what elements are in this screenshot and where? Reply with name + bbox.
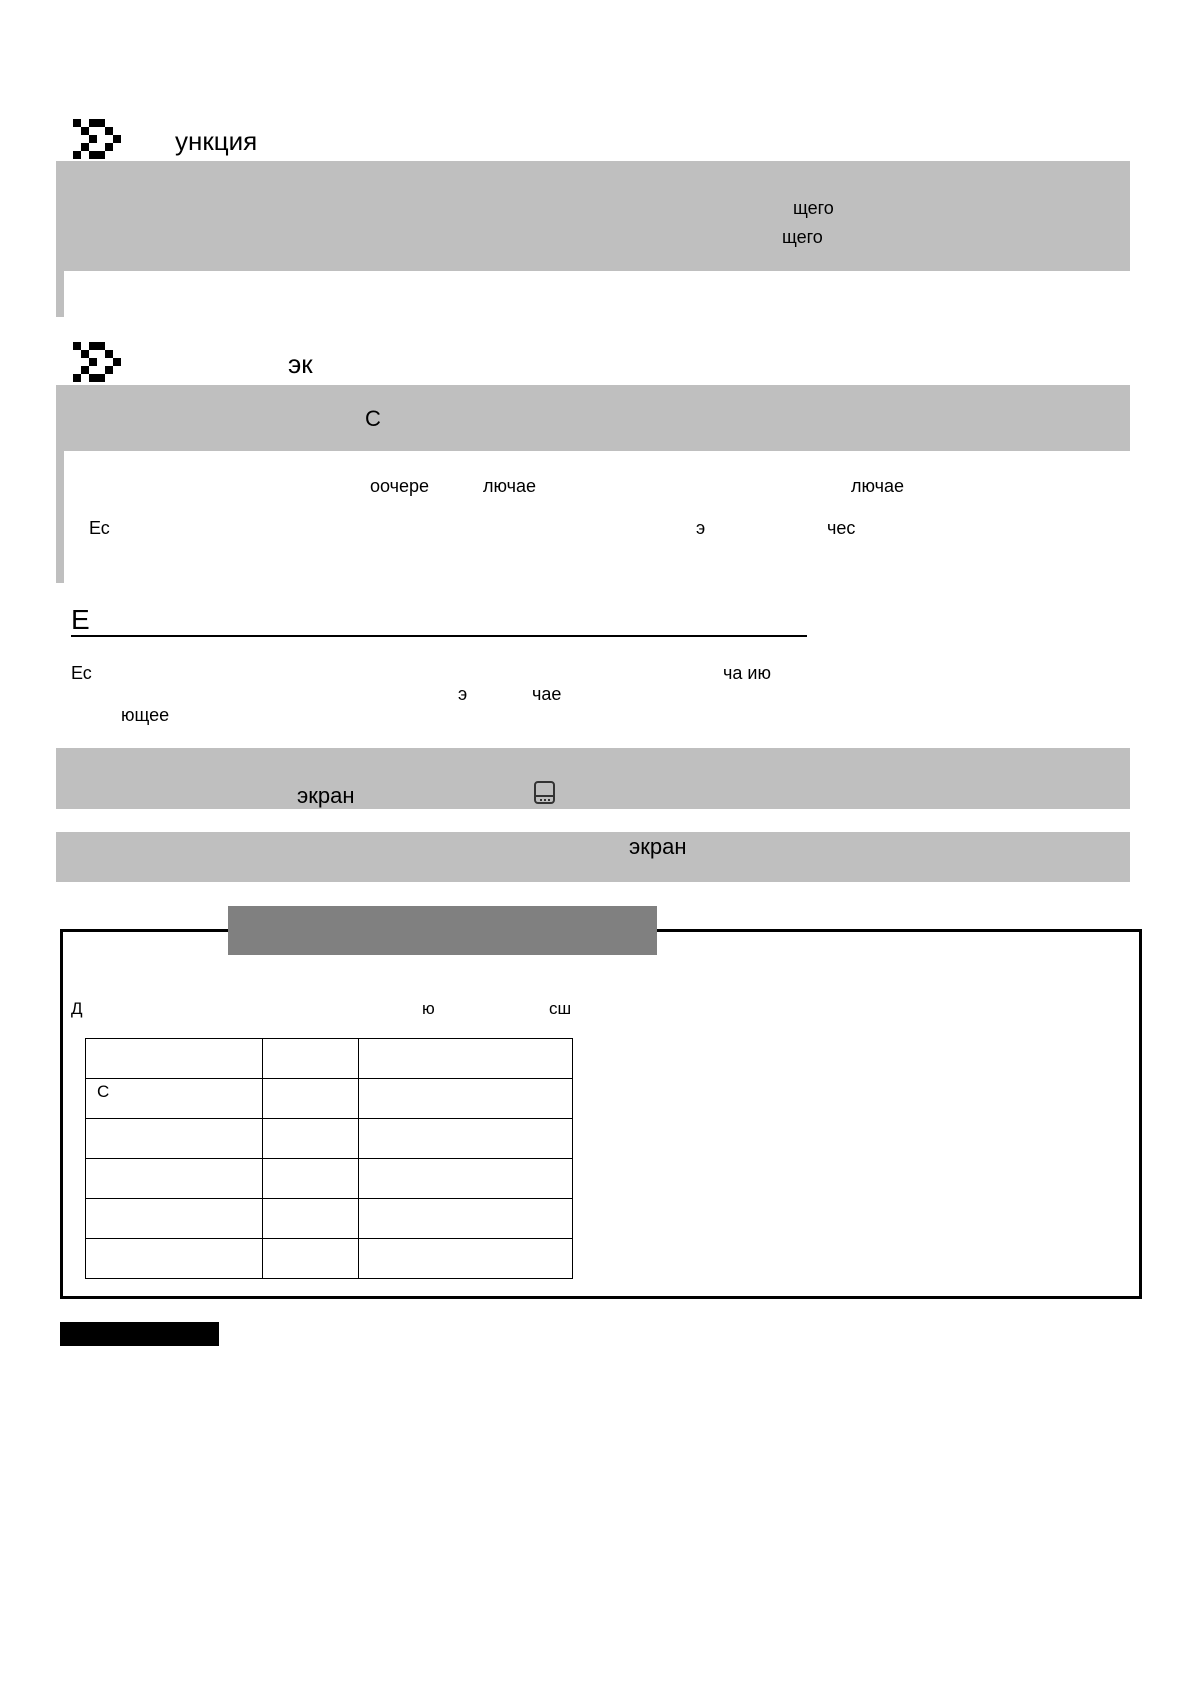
keyboard-icon (534, 781, 555, 804)
table-cell (86, 1199, 263, 1239)
table-cell (86, 1039, 263, 1079)
side-rule (56, 271, 64, 317)
table-cell (86, 1159, 263, 1199)
body-text: чес (827, 518, 856, 538)
info-band (56, 385, 1130, 451)
band-text: экран (629, 834, 687, 859)
heading-underline (71, 635, 807, 637)
table-row (86, 1159, 573, 1199)
note-text: сш (549, 999, 572, 1018)
side-rule (56, 451, 64, 583)
table-row (86, 1199, 573, 1239)
table-row (86, 1079, 573, 1119)
body-text: лючае (483, 476, 537, 496)
note-tab (228, 906, 657, 955)
double-chevron-icon (73, 342, 127, 386)
table-cell (263, 1119, 359, 1159)
body-text: э (458, 684, 468, 704)
body-text: э (696, 518, 706, 538)
body-text: чае (532, 684, 562, 704)
table-cell (86, 1119, 263, 1159)
body-text: ча ию (723, 663, 771, 683)
band-text: экран (297, 783, 355, 808)
table-row (86, 1119, 573, 1159)
table-cell (263, 1039, 359, 1079)
table-cell (359, 1119, 573, 1159)
subsection-heading: Е (71, 604, 90, 635)
note-text: ю (422, 999, 435, 1018)
table-cell (359, 1039, 573, 1079)
footer-bar (60, 1322, 219, 1346)
table-cell (263, 1079, 359, 1119)
info-band (56, 161, 1130, 271)
table-row (86, 1239, 573, 1279)
table-cell (86, 1239, 263, 1279)
body-text: лючае (851, 476, 905, 496)
data-table (85, 1038, 573, 1279)
table-cell (359, 1159, 573, 1199)
note-text: Д (71, 999, 83, 1018)
table-cell (359, 1199, 573, 1239)
info-band (56, 748, 1130, 809)
table-cell (263, 1239, 359, 1279)
body-text: Ес (89, 518, 110, 538)
band-text: С (365, 406, 381, 431)
band-text: щего (782, 227, 823, 247)
body-text: Ес (71, 663, 92, 683)
body-text: оочере (370, 476, 430, 496)
table-cell (263, 1159, 359, 1199)
body-text: ющее (121, 705, 170, 725)
table-row (86, 1039, 573, 1079)
band-text: щего (793, 198, 834, 218)
table-cell (359, 1239, 573, 1279)
table-cell (263, 1199, 359, 1239)
section-heading: ункция (175, 126, 258, 156)
table-cell (359, 1079, 573, 1119)
info-band (56, 832, 1130, 882)
section-heading: эк (288, 349, 313, 379)
table-cell: С (86, 1079, 263, 1119)
double-chevron-icon (73, 119, 127, 163)
